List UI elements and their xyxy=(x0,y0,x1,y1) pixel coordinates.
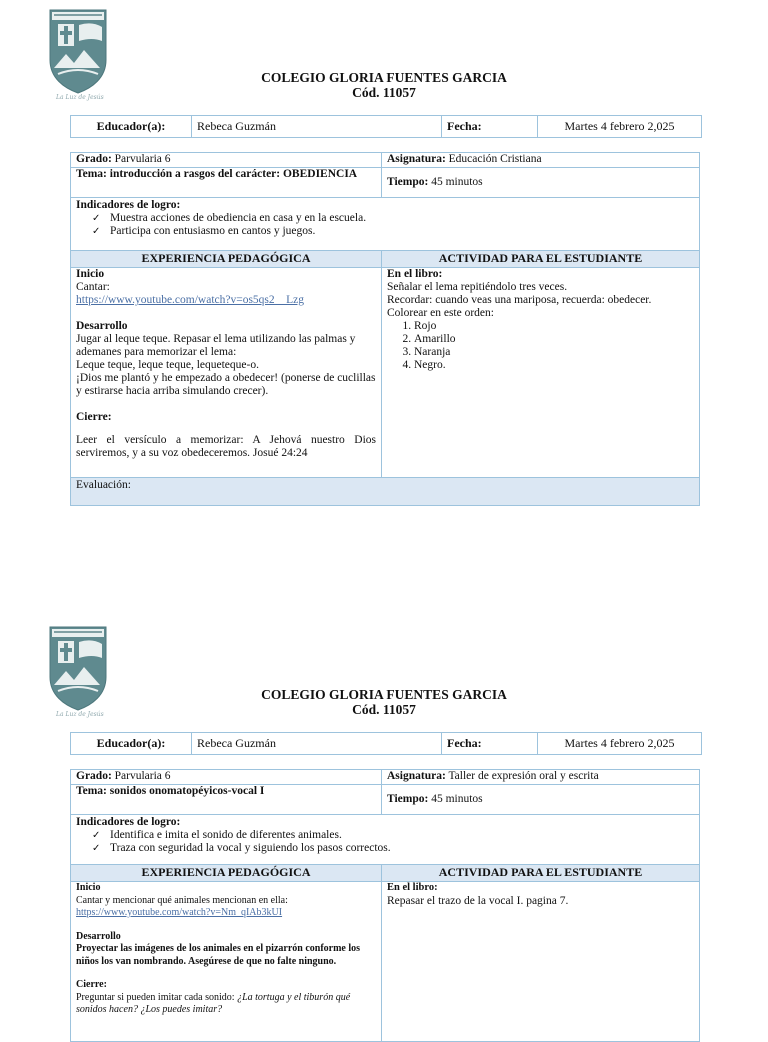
book-line: Repasar el trazo de la vocal I. pagina 7. xyxy=(387,894,569,907)
educator-name: Rebeca Guzmán xyxy=(192,733,442,755)
inicio-label: Inicio xyxy=(76,268,105,280)
column-header-student-activity: ACTIVIDAD PARA EL ESTUDIANTE xyxy=(382,865,700,882)
column-header-pedagogical: EXPERIENCIA PEDAGÓGICA xyxy=(71,251,382,268)
indicator-item: ✓ Traza con seguridad la vocal y siguiendo los pasos correctos. xyxy=(92,842,694,855)
subject-cell xyxy=(382,153,700,168)
topic-label: Tema: xyxy=(76,785,107,797)
cierre-label: Cierre: xyxy=(76,411,112,423)
time-value: 45 minutos xyxy=(431,176,483,188)
pedagogical-experience-cell xyxy=(71,882,382,1042)
color-order-list xyxy=(387,320,694,372)
grade-label: Grado: xyxy=(76,153,112,165)
educator-label: Educador(a): xyxy=(71,733,192,755)
school-name: COLEGIO GLORIA FUENTES GARCIA xyxy=(261,70,507,85)
inicio-text: Cantar: xyxy=(76,281,110,293)
video-link[interactable]: https://www.youtube.com/watch?v=Nm_qIAb3kUI xyxy=(76,907,283,918)
book-label: En el libro: xyxy=(387,268,443,280)
desarrollo-text: Proyectar las imágenes de los animales en el pizarrón conforme los niños los van nombrando. Asegúrese de que no falte ninguno. xyxy=(76,943,361,967)
indicator-item: ✓ Participa con entusiasmo en cantos y juegos. xyxy=(92,225,694,238)
school-code: Cód. 11057 xyxy=(352,702,416,717)
indicators-label: Indicadores de logro: xyxy=(76,816,181,828)
column-header-student-activity: ACTIVIDAD PARA EL ESTUDIANTE xyxy=(382,251,700,268)
indicators-list xyxy=(76,829,694,855)
topic-cell xyxy=(71,168,382,198)
cierre-question: ¿La tortuga y el tiburón qué sonidos hacen? ¿Los puedes imitar? xyxy=(76,991,351,1015)
time-cell xyxy=(382,168,700,198)
indicators-cell xyxy=(71,815,700,865)
time-cell xyxy=(382,785,700,815)
subject-label: Asignatura: xyxy=(387,153,446,165)
subject-cell xyxy=(382,770,700,785)
topic-label: Tema: xyxy=(76,168,107,180)
indicators-list xyxy=(76,212,694,238)
student-activity-cell xyxy=(382,268,700,478)
school-motto: La Luz de Jesús xyxy=(56,711,104,718)
topic-value: sonidos onomatopéyicos-vocal I xyxy=(109,785,265,797)
desarrollo-label: Desarrollo xyxy=(76,930,121,942)
date-label: Fecha: xyxy=(442,116,538,138)
educator-label: Educador(a): xyxy=(71,116,192,138)
book-label: En el libro: xyxy=(387,882,438,893)
date-value: Martes 4 febrero 2,025 xyxy=(538,733,702,755)
cierre-text-block xyxy=(76,992,376,1017)
color-item: 1. Rojo xyxy=(414,320,694,333)
educator-table xyxy=(70,115,702,138)
subject-value: Taller de expresión oral y escrita xyxy=(448,770,599,782)
educator-table xyxy=(70,732,702,755)
school-code: Cód. 11057 xyxy=(352,85,416,100)
inicio-label: Inicio xyxy=(76,882,101,893)
book-line: Colorear en este orden: xyxy=(387,307,494,319)
desarrollo-label: Desarrollo xyxy=(76,320,128,332)
indicators-cell xyxy=(71,198,700,251)
desarrollo-line: ¡Dios me plantó y he empezado a obedecer! (ponerse de cuclillas y estirarse hacia arriba simulando crecer). xyxy=(76,372,376,397)
school-motto: La Luz de Jesús xyxy=(56,94,104,101)
book-line: Señalar el lema repitiéndolo tres veces. xyxy=(387,281,568,293)
subject-label: Asignatura: xyxy=(387,770,446,782)
desarrollo-line: Leque teque, leque teque, lequeteque-o. xyxy=(76,359,259,371)
topic-value: introducción a rasgos del carácter: OBEDIENCIA xyxy=(109,168,358,180)
time-value: 45 minutos xyxy=(431,793,483,805)
document-header xyxy=(0,70,768,100)
indicators-label: Indicadores de logro: xyxy=(76,199,181,211)
color-item: 3. Naranja xyxy=(414,346,694,359)
video-link[interactable]: https://www.youtube.com/watch?v=os5qs2__Lzg xyxy=(76,294,305,306)
cierre-label: Cierre: xyxy=(76,979,107,990)
educator-name: Rebeca Guzmán xyxy=(192,116,442,138)
book-line: Recordar: cuando veas una mariposa, recuerda: obedecer. xyxy=(387,294,652,306)
evaluation-cell: Evaluación: xyxy=(71,478,700,506)
column-header-pedagogical: EXPERIENCIA PEDAGÓGICA xyxy=(71,865,382,882)
grade-cell xyxy=(71,770,382,785)
grade-cell xyxy=(71,153,382,168)
cierre-text: Leer el versículo a memorizar: A Jehová nuestro Dios serviremos, y a su voz obedeceremos. Josué 24:24 xyxy=(76,434,376,459)
date-label: Fecha: xyxy=(442,733,538,755)
indicator-item: ✓ Muestra acciones de obediencia en casa y en la escuela. xyxy=(92,212,694,225)
pedagogical-experience-cell xyxy=(71,268,382,478)
grade-value: Parvularia 6 xyxy=(114,153,171,165)
student-activity-cell xyxy=(382,882,700,1042)
color-item: 4. Negro. xyxy=(414,359,694,372)
time-label: Tiempo: xyxy=(387,176,429,188)
desarrollo-line: Jugar al leque teque. Repasar el lema utilizando las palmas y ademanes para memorizar el lema: xyxy=(76,333,356,358)
date-value: Martes 4 febrero 2,025 xyxy=(538,116,702,138)
school-name: COLEGIO GLORIA FUENTES GARCIA xyxy=(261,687,507,702)
cierre-text: Preguntar si pueden imitar cada sonido: xyxy=(76,991,235,1003)
grade-value: Parvularia 6 xyxy=(114,770,171,782)
indicator-item: ✓ Identifica e imita el sonido de diferentes animales. xyxy=(92,829,694,842)
time-label: Tiempo: xyxy=(387,793,429,805)
topic-cell xyxy=(71,785,382,815)
color-item: 2. Amarillo xyxy=(414,333,694,346)
grade-label: Grado: xyxy=(76,770,112,782)
lesson-plan-table xyxy=(70,769,700,1042)
subject-value: Educación Cristiana xyxy=(448,153,542,165)
document-header xyxy=(0,687,768,717)
inicio-text: Cantar y mencionar qué animales mencionan en ella: xyxy=(76,894,288,906)
lesson-plan-table xyxy=(70,152,700,506)
